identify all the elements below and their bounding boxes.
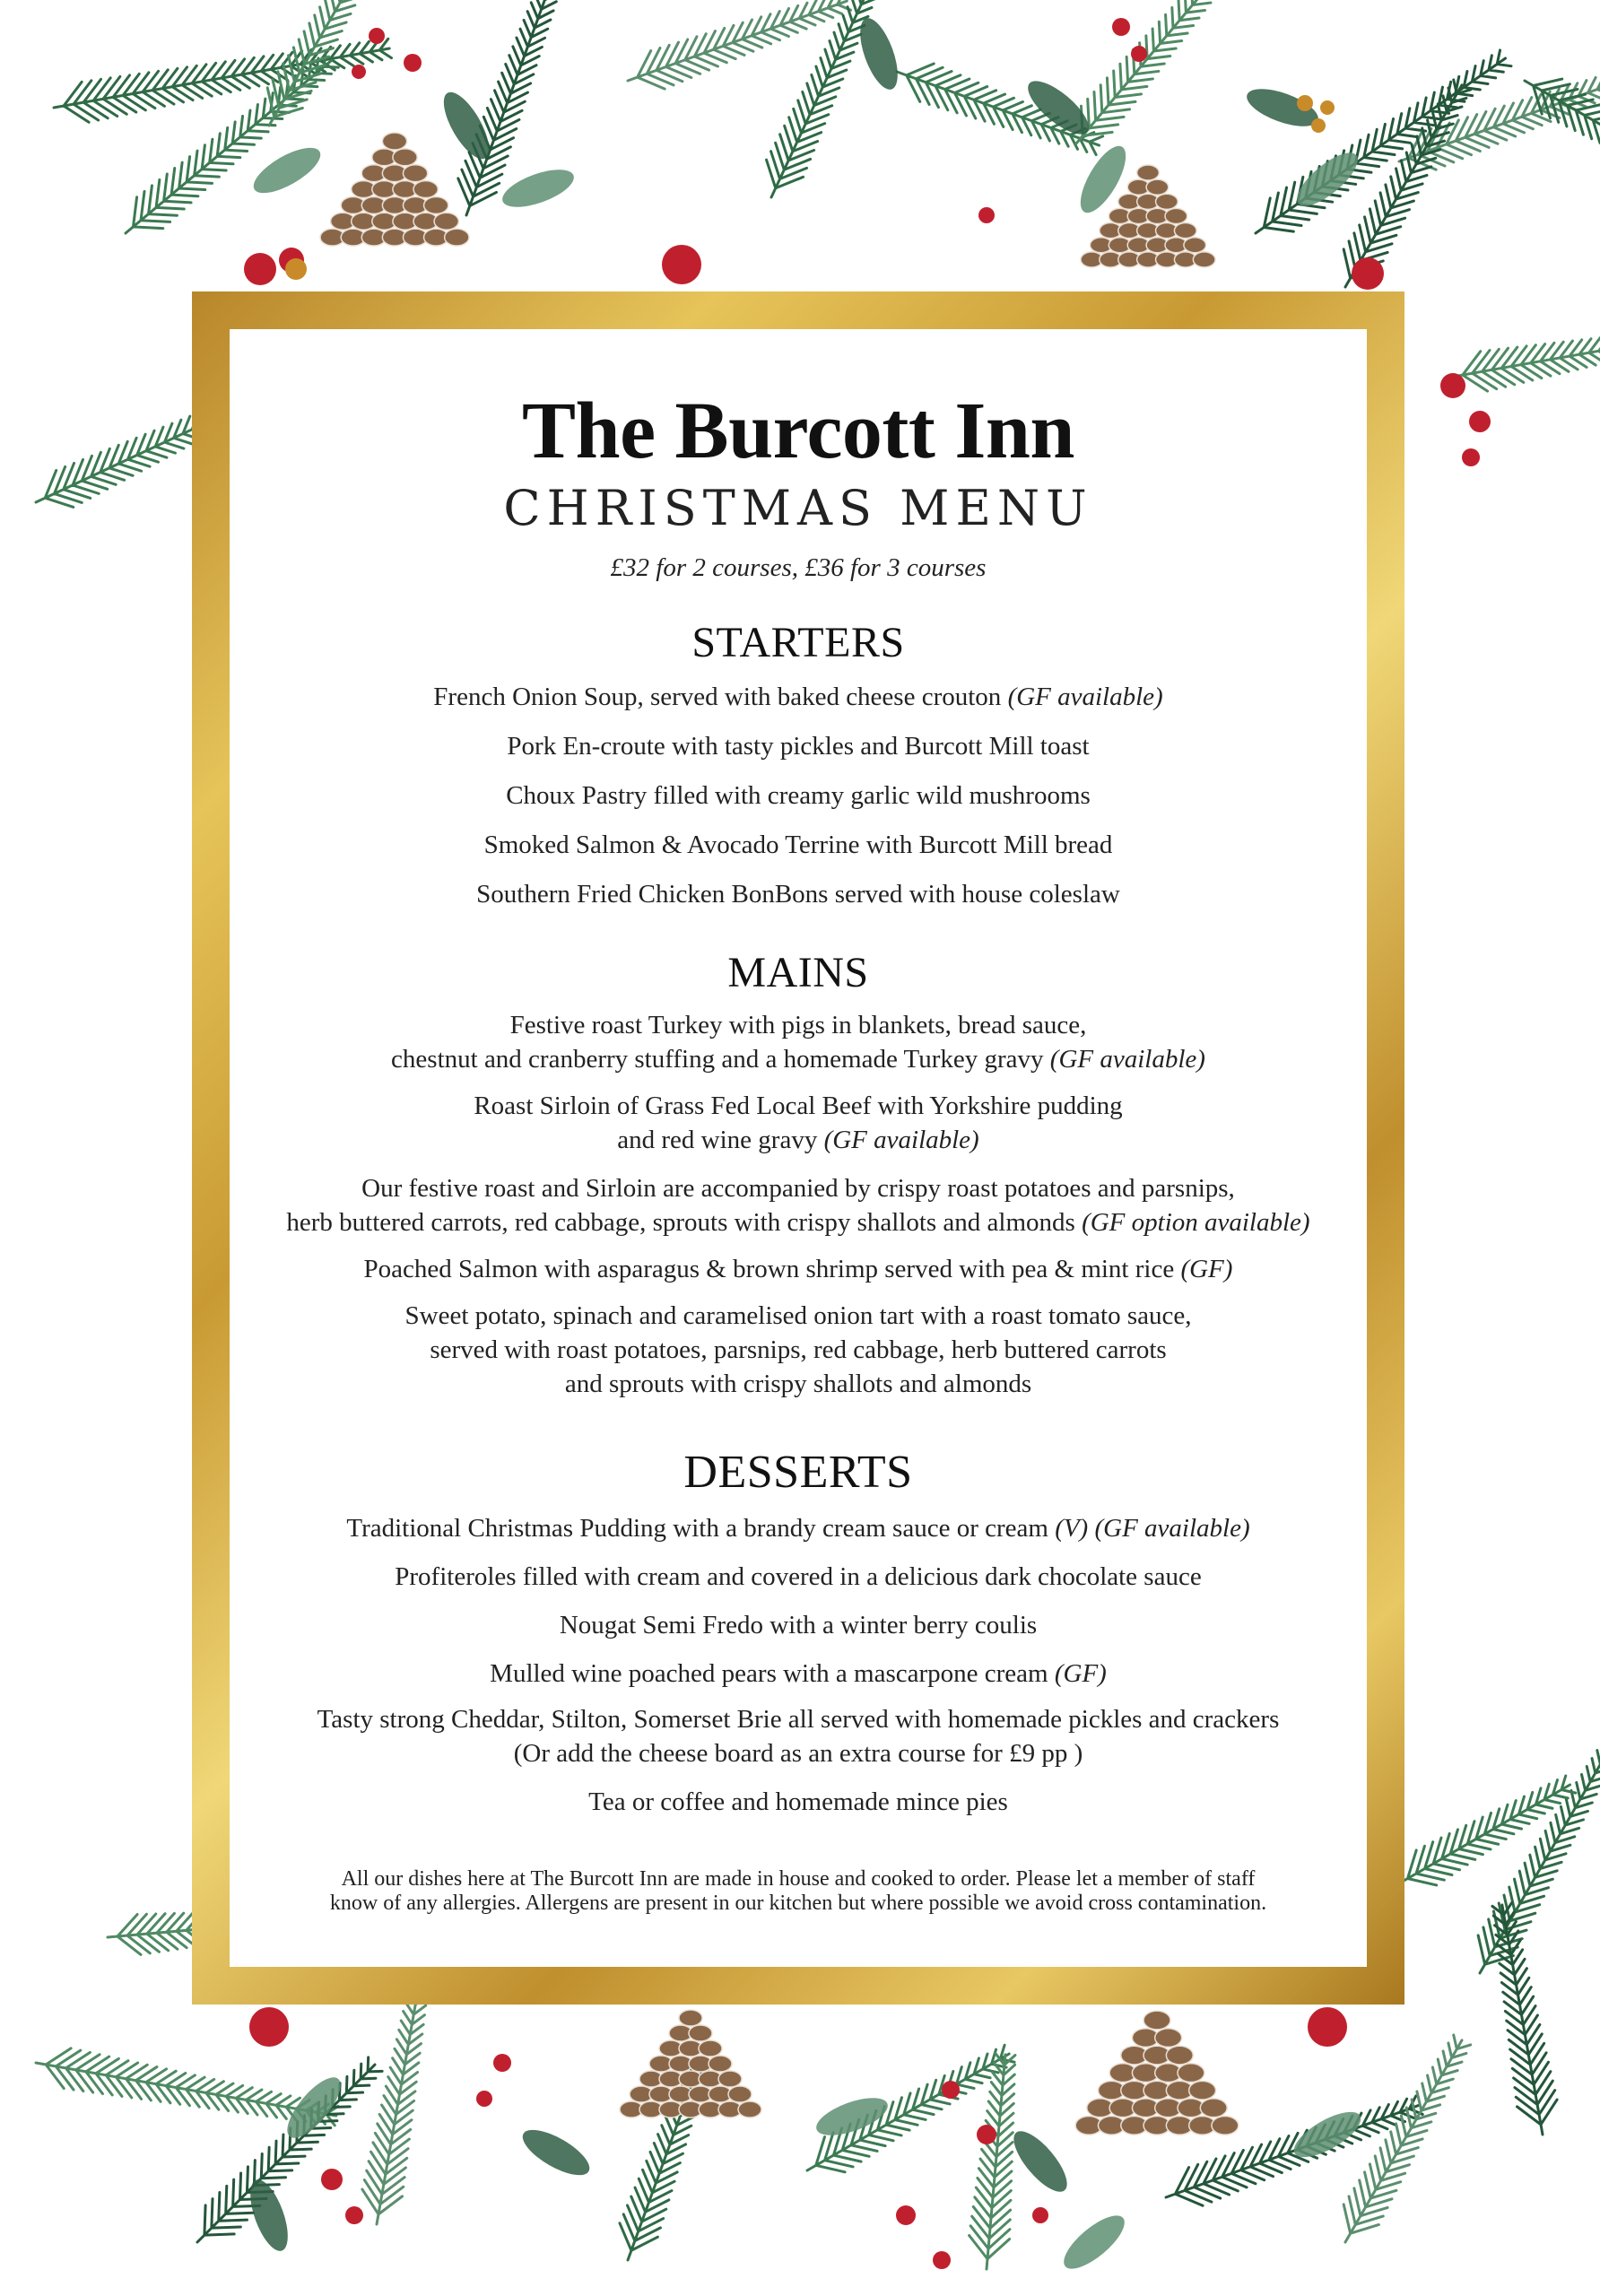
berry bbox=[1320, 100, 1335, 115]
pine-branch bbox=[1343, 2035, 1471, 2242]
berry bbox=[352, 65, 366, 79]
berry bbox=[345, 2206, 363, 2224]
berry bbox=[978, 207, 995, 223]
pine-branch bbox=[267, 0, 395, 126]
restaurant-title: The Burcott Inn bbox=[522, 387, 1074, 475]
leaf bbox=[1290, 144, 1366, 215]
berry bbox=[896, 2205, 916, 2225]
pine-branch bbox=[1399, 1776, 1576, 1885]
leaf bbox=[248, 139, 327, 202]
pinecone bbox=[320, 133, 469, 246]
berry bbox=[933, 2251, 951, 2269]
main-item: Poached Salmon with asparagus & brown shrimp served with pea & mint rice (GF) bbox=[363, 1255, 1233, 1283]
mains-section bbox=[230, 948, 1367, 1401]
berry bbox=[476, 2091, 492, 2107]
pine-branch bbox=[126, 52, 338, 233]
gold-frame bbox=[192, 291, 1404, 2005]
pine-branch bbox=[362, 1993, 427, 2224]
starter-item: French Onion Soup, served with baked cheese crouton (GF available) bbox=[433, 683, 1163, 711]
main-item: Roast Sirloin of Grass Fed Local Beef with Yorkshire pudding and red wine gravy (GF available) bbox=[474, 1091, 1123, 1154]
berry bbox=[1297, 95, 1313, 111]
leaf bbox=[517, 2121, 596, 2184]
berry bbox=[1311, 118, 1326, 133]
starter-item: Choux Pastry filled with creamy garlic wild mushrooms bbox=[506, 781, 1091, 810]
berry bbox=[977, 2125, 996, 2144]
berry bbox=[321, 2169, 343, 2190]
berry bbox=[404, 54, 422, 72]
leaf bbox=[1288, 2103, 1368, 2166]
allergy-footer: All our dishes here at The Burcott Inn are made in house and cooked to order. Please let a member of staff know of any allergies. Allergens are present in our kitchen but where possible we avoid cross contamination. bbox=[329, 1867, 1267, 1915]
berry bbox=[1032, 2207, 1048, 2223]
mains-heading: MAINS bbox=[727, 949, 869, 996]
dessert-item: Tea or coffee and homemade mince pies bbox=[588, 1787, 1008, 1816]
leaf bbox=[498, 162, 578, 215]
price-line: £32 for 2 courses, £36 for 3 courses bbox=[610, 553, 987, 582]
berry bbox=[1462, 448, 1480, 466]
menu-subtitle: CHRISTMAS MENU bbox=[503, 480, 1093, 536]
berry bbox=[244, 253, 276, 285]
berry bbox=[1131, 46, 1147, 62]
dessert-item: Mulled wine poached pears with a mascarpone cream (GF) bbox=[490, 1659, 1107, 1688]
pine-branch bbox=[1343, 80, 1471, 287]
berry bbox=[249, 2007, 289, 2047]
leaf bbox=[812, 2091, 892, 2144]
pinecone bbox=[1075, 2011, 1239, 2135]
leaf bbox=[1005, 2124, 1076, 2200]
berry bbox=[369, 28, 385, 44]
berry bbox=[1440, 373, 1465, 398]
berry bbox=[493, 2054, 511, 2072]
dessert-item: Nougat Semi Fredo with a winter berry coulis bbox=[559, 1611, 1038, 1639]
berry bbox=[1469, 411, 1491, 432]
pine-branch bbox=[628, 0, 851, 89]
leaf bbox=[1057, 2207, 1133, 2278]
main-item: Festive roast Turkey with pigs in blankets, bread sauce, chestnut and cranberry stuffing and a homemade Turkey gravy (GF available) bbox=[391, 1011, 1205, 1074]
pine-branch bbox=[970, 2054, 1015, 2269]
berry bbox=[662, 245, 701, 284]
main-item: Our festive roast and Sirloin are accompanied by crispy roast potatoes and parsnips, herb buttered carrots, red cabbage, sprouts with crispy shallots and almonds (GF option available) bbox=[286, 1174, 1310, 1237]
pine-branch bbox=[1453, 333, 1600, 391]
leaf bbox=[1021, 73, 1097, 144]
dessert-item: Profiteroles filled with cream and covered in a delicious dark chocolate sauce bbox=[395, 1562, 1202, 1591]
pinecone bbox=[620, 2010, 761, 2118]
starters-section bbox=[230, 618, 1367, 912]
main-item: Sweet potato, spinach and caramelised onion tart with a roast tomato sauce, served with roast potatoes, parsnips, red cabbage, herb buttered carrots and sprouts with crispy shallots and almonds bbox=[404, 1301, 1192, 1398]
menu-card bbox=[230, 329, 1367, 1967]
berry bbox=[942, 2081, 960, 2099]
starter-item: Pork En-croute with tasty pickles and Burcott Mill toast bbox=[507, 732, 1090, 761]
starter-item: Southern Fried Chicken BonBons served with house coleslaw bbox=[476, 880, 1120, 909]
desserts-section bbox=[230, 1446, 1367, 1820]
starter-item: Smoked Salmon & Avocado Terrine with Burcott Mill bread bbox=[483, 831, 1113, 859]
starters-heading: STARTERS bbox=[691, 619, 905, 666]
pine-branch bbox=[1076, 0, 1246, 144]
pine-branch bbox=[1478, 1751, 1600, 1973]
berry bbox=[285, 258, 307, 280]
pine-branch bbox=[54, 39, 392, 122]
dessert-item: Tasty strong Cheddar, Stilton, Somerset Brie all served with homemade pickles and crackers (Or add the cheese board as an extra course for £9 pp ) bbox=[317, 1705, 1280, 1768]
berry bbox=[1352, 257, 1384, 290]
dessert-item: Traditional Christmas Pudding with a brandy cream sauce or cream (V) (GF available) bbox=[346, 1514, 1250, 1543]
desserts-heading: DESSERTS bbox=[683, 1447, 913, 1498]
berry bbox=[1308, 2007, 1347, 2047]
berry bbox=[1112, 18, 1130, 36]
